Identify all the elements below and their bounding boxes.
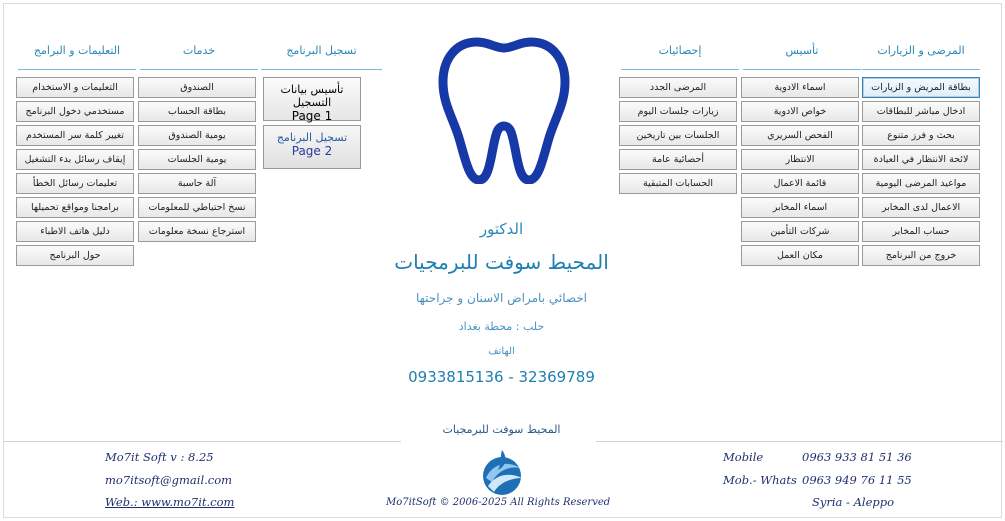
version-text: Mo7it Soft v : 8.25 (105, 450, 214, 464)
stop-startup-messages-button[interactable]: إيقاف رسائل بدء التشغيل (16, 149, 134, 170)
cashbox-button[interactable]: الصندوق (138, 77, 256, 98)
waiting-list-button[interactable]: لائحة الانتظار في العيادة (862, 149, 980, 170)
lab-works-button[interactable]: الاعمال لدى المخابر (862, 197, 980, 218)
insurance-companies-button[interactable]: شركات التأمين (741, 221, 859, 242)
mobile-number: 0963 933 81 51 36 (802, 450, 912, 464)
remaining-accounts-button[interactable]: الحسابات المتبقية (619, 173, 737, 194)
mo7itsoft-logo-icon (478, 446, 526, 498)
registration-data-page: Page 1 (291, 109, 333, 123)
phone-number: 0933815136 - 32369789 (408, 368, 595, 386)
header-registration: تسجيل البرنامج (261, 42, 382, 70)
sessions-daily-button[interactable]: يومية الجلسات (138, 149, 256, 170)
works-list-button[interactable]: قائمة الاعمال (741, 173, 859, 194)
register-program-page: Page 2 (291, 144, 333, 158)
tooth-logo-icon (437, 34, 571, 184)
direct-entry-button[interactable]: ادخال مباشر للبطاقات (862, 101, 980, 122)
header-setup: تأسيس (743, 42, 861, 70)
work-place-button[interactable]: مكان العمل (741, 245, 859, 266)
address-text: حلب : محطة بغداد (458, 320, 545, 333)
patient-card-button[interactable]: بطاقة المريض و الزيارات (862, 77, 980, 98)
backup-button[interactable]: نسخ احتياطي للمعلومات (138, 197, 256, 218)
error-messages-button[interactable]: تعليمات رسائل الخطأ (16, 173, 134, 194)
our-programs-button[interactable]: برامجنا ومواقع تحميلها (16, 197, 134, 218)
footer-divider-left (4, 441, 401, 442)
cashbox-daily-button[interactable]: يومية الصندوق (138, 125, 256, 146)
header-help: التعليمات و البرامج (18, 42, 136, 70)
location-text: Syria - Aleppo (812, 495, 895, 509)
header-patients: المرضى و الزيارات (862, 42, 980, 70)
lab-account-button[interactable]: حساب المخابر (862, 221, 980, 242)
email-text: mo7itsoft@gmail.com (105, 473, 233, 487)
header-services: خدمات (140, 42, 258, 70)
instructions-button[interactable]: التعليمات و الاستخدام (16, 77, 134, 98)
lab-names-button[interactable]: اسماء المخابر (741, 197, 859, 218)
registration-data-label: تأسيس بيانات التسجيل (280, 83, 344, 109)
whats-number: 0963 949 76 11 55 (802, 473, 912, 487)
account-card-button[interactable]: بطاقة الحساب (138, 101, 256, 122)
drug-properties-button[interactable]: خواص الادوية (741, 101, 859, 122)
about-button[interactable]: حول البرنامج (16, 245, 134, 266)
main-window (3, 3, 1002, 518)
drug-names-button[interactable]: اسماء الادوية (741, 77, 859, 98)
search-sort-button[interactable]: بحث و فرز متنوع (862, 125, 980, 146)
change-password-button[interactable]: تغيير كلمة سر المستخدم (16, 125, 134, 146)
waiting-setup-button[interactable]: الانتظار (741, 149, 859, 170)
specialty-text: اخصائي بامراض الاسنان و جراحتها (415, 291, 588, 305)
register-program-button[interactable] (263, 125, 361, 169)
header-stats: إحصائيات (621, 42, 739, 70)
calculator-button[interactable]: آلة حاسبة (138, 173, 256, 194)
whats-label: Mob.- Whats (723, 473, 797, 487)
website-link[interactable]: Web.: www.mo7it.com (105, 495, 235, 509)
restore-button[interactable]: استرجاع نسخة معلومات (138, 221, 256, 242)
doctors-phonebook-button[interactable]: دليل هاتف الاطباء (16, 221, 134, 242)
exit-button[interactable]: خروج من البرنامج (862, 245, 980, 266)
general-stats-button[interactable]: أحصائية عامة (619, 149, 737, 170)
new-patients-button[interactable]: المرضى الجدد (619, 77, 737, 98)
phone-label: الهاتف (488, 346, 515, 357)
clinical-exam-button[interactable]: الفحص السريري (741, 125, 859, 146)
registration-data-button[interactable] (263, 77, 361, 121)
footer-company-name: المحيط سوفت للبرمجيات (442, 423, 561, 436)
mobile-label: Mobile (723, 450, 764, 464)
copyright-text: Mo7itSoft © 2006-2025 All Rights Reserved (386, 497, 611, 508)
register-program-label: تسجيل البرنامج (276, 131, 348, 144)
daily-appointments-button[interactable]: مواعيد المرضى اليومية (862, 173, 980, 194)
doctor-title: الدكتور (479, 220, 524, 238)
sessions-between-dates-button[interactable]: الجلسات بين تاريخين (619, 125, 737, 146)
today-visits-button[interactable]: زيارات جلسات اليوم (619, 101, 737, 122)
program-users-button[interactable]: مستخدمي دخول البرنامج (16, 101, 134, 122)
footer-divider-right (596, 441, 1003, 442)
clinic-name: المحيط سوفت للبرمجيات (394, 250, 609, 274)
